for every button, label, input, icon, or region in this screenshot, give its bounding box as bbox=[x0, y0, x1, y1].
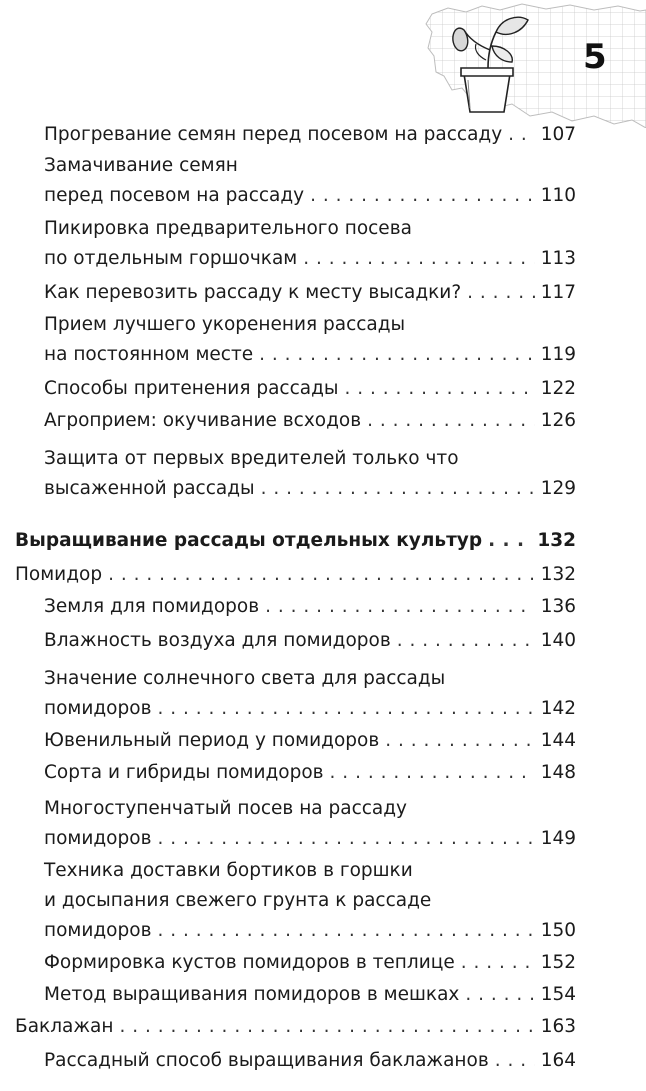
toc-entry-title-line: Земля для помидоров bbox=[44, 596, 260, 617]
dot-leader bbox=[157, 916, 534, 946]
toc-entry-title-line: Замачивание семян bbox=[44, 155, 238, 176]
toc-page-number: 163 bbox=[540, 1016, 576, 1037]
toc-entry-title-line: помидоров bbox=[44, 698, 152, 719]
toc-entry-title-line: перед посевом на рассаду bbox=[44, 185, 305, 206]
toc-entry bbox=[44, 310, 576, 370]
toc-entry-title-line: и досыпания свежего грунта к рассаде bbox=[44, 890, 432, 911]
toc-page-number: 113 bbox=[540, 248, 576, 269]
toc-entry-title-line: высаженной рассады bbox=[44, 478, 255, 499]
toc-entry bbox=[15, 526, 576, 556]
toc-entry bbox=[44, 444, 576, 504]
dot-leader bbox=[385, 726, 534, 756]
toc-page-number: 142 bbox=[540, 698, 576, 719]
toc-entry-title-line: Прогревание семян перед посевом на рассаду bbox=[44, 124, 503, 145]
dot-leader bbox=[119, 1012, 534, 1042]
toc-entry-title-line: Пикировка предварительного посева bbox=[44, 218, 412, 239]
dot-leader bbox=[303, 244, 534, 274]
toc-entry bbox=[15, 1012, 576, 1042]
toc-entry bbox=[44, 592, 576, 622]
toc-page-number: 107 bbox=[540, 124, 576, 145]
toc-page-number: 110 bbox=[540, 185, 576, 206]
dot-leader bbox=[467, 278, 535, 308]
dot-leader bbox=[495, 1046, 535, 1076]
toc-entry-title-line: на постоянном месте bbox=[44, 344, 254, 365]
dot-leader bbox=[397, 626, 535, 656]
toc-entry-title-line: Многоступенчатый посев на рассаду bbox=[44, 798, 407, 819]
toc-entry bbox=[44, 980, 576, 1010]
toc-entry-title-line: Способы притенения рассады bbox=[44, 378, 339, 399]
toc-entry-title-line: Прием лучшего укоренения рассады bbox=[44, 314, 406, 335]
dot-leader bbox=[259, 340, 535, 370]
toc-page-number: 129 bbox=[540, 478, 576, 499]
toc-entry-title-line: Выращивание рассады отдельных культур bbox=[15, 530, 483, 551]
toc-page-number: 132 bbox=[540, 564, 576, 585]
dot-leader bbox=[265, 592, 535, 622]
toc-entry bbox=[44, 856, 576, 946]
toc-entry bbox=[44, 626, 576, 656]
dot-leader bbox=[345, 374, 535, 404]
toc-entry bbox=[44, 278, 576, 308]
toc-entry-title-line: Рассадный способ выращивания баклажанов bbox=[44, 1050, 489, 1071]
dot-leader bbox=[465, 980, 534, 1010]
toc-entry-title-line: Как перевозить рассаду к месту высадки? bbox=[44, 282, 462, 303]
dot-leader bbox=[108, 560, 535, 590]
toc-entry bbox=[44, 758, 576, 788]
toc-entry-title-line: Помидор bbox=[15, 564, 103, 585]
toc-entry-title-line: Техника доставки бортиков в горшки bbox=[44, 860, 413, 881]
toc-page-number: 119 bbox=[540, 344, 576, 365]
toc-entry-title-line: по отдельным горшочкам bbox=[44, 248, 298, 269]
dot-leader bbox=[508, 120, 535, 150]
toc-entry-title-line: Ювенильный период у помидоров bbox=[44, 730, 380, 751]
toc-entry-title-line: помидоров bbox=[44, 828, 152, 849]
dot-leader bbox=[157, 694, 534, 724]
toc-entry-title-line: Сорта и гибриды помидоров bbox=[44, 762, 324, 783]
seedling-pot-icon bbox=[418, 0, 646, 128]
dot-leader bbox=[330, 758, 535, 788]
toc-entry-title-line: Влажность воздуха для помидоров bbox=[44, 630, 391, 651]
toc-page-number: 140 bbox=[540, 630, 576, 651]
dot-leader bbox=[310, 181, 535, 211]
toc-page-number: 126 bbox=[540, 410, 576, 431]
toc-page-number: 132 bbox=[537, 530, 576, 551]
toc-entry-title-line: Защита от первых вредителей только что bbox=[44, 448, 459, 469]
toc-page-number: 148 bbox=[540, 762, 576, 783]
toc-page-number: 150 bbox=[540, 920, 576, 941]
dot-leader bbox=[367, 406, 535, 436]
dot-leader bbox=[461, 948, 535, 978]
toc-entry bbox=[44, 406, 576, 436]
toc-entry bbox=[15, 560, 576, 590]
toc-page-number: 122 bbox=[540, 378, 576, 399]
toc-entry bbox=[44, 726, 576, 756]
toc-entry bbox=[44, 1046, 576, 1076]
toc-entry bbox=[44, 120, 576, 150]
toc-page-number: 144 bbox=[540, 730, 576, 751]
toc-page-number: 117 bbox=[540, 282, 576, 303]
dot-leader bbox=[157, 824, 534, 854]
toc-entry bbox=[44, 948, 576, 978]
toc-entry bbox=[44, 374, 576, 404]
toc-entry-title-line: Баклажан bbox=[15, 1016, 114, 1037]
toc-entry bbox=[44, 794, 576, 854]
toc-entry-title-line: Формировка кустов помидоров в теплице bbox=[44, 952, 455, 973]
toc-entry-title-line: Агроприем: окучивание всходов bbox=[44, 410, 362, 431]
toc-page-number: 164 bbox=[540, 1050, 576, 1071]
dot-leader bbox=[488, 526, 531, 556]
toc-entry-title-line: Значение солнечного света для рассады bbox=[44, 668, 446, 689]
toc-entry bbox=[44, 214, 576, 274]
toc-entry bbox=[44, 151, 576, 211]
page-number: 5 bbox=[583, 37, 607, 77]
toc-entry-title-line: Метод выращивания помидоров в мешках bbox=[44, 984, 460, 1005]
toc-page-number: 152 bbox=[540, 952, 576, 973]
corner-illustration bbox=[418, 0, 646, 128]
toc-entry bbox=[44, 664, 576, 724]
dot-leader bbox=[261, 474, 535, 504]
toc-page-number: 136 bbox=[540, 596, 576, 617]
toc-entry-title-line: помидоров bbox=[44, 920, 152, 941]
toc-page-number: 149 bbox=[540, 828, 576, 849]
toc-page-number: 154 bbox=[540, 984, 576, 1005]
